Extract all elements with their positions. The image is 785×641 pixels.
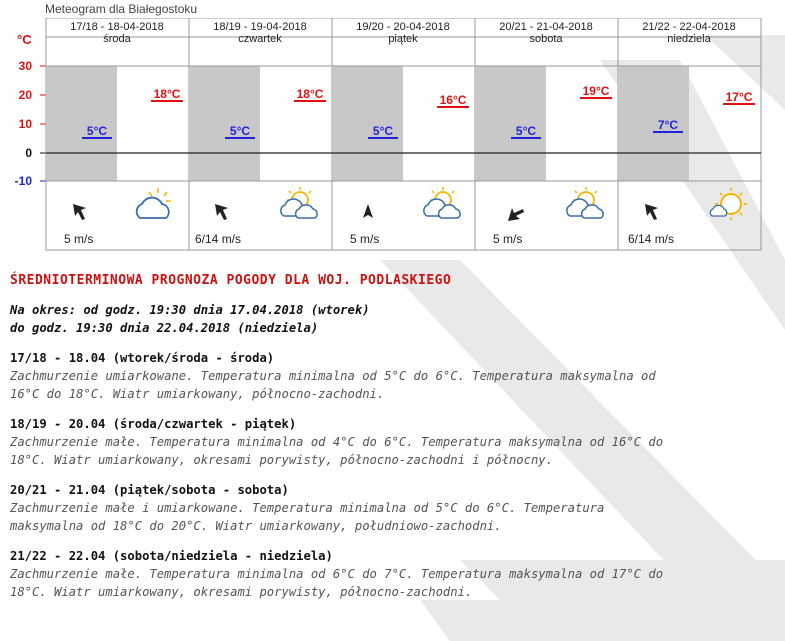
day-weekday: sobota bbox=[529, 33, 563, 45]
meteogram-chart bbox=[0, 18, 785, 254]
arrow-n-icon bbox=[363, 204, 373, 218]
forecast-heading: ŚREDNIOTERMINOWA PROGNOZA POGODY DLA WOJ. PODLASKIEGO bbox=[10, 273, 452, 288]
min-temp-label: 5°C bbox=[229, 124, 251, 138]
sun-icon bbox=[710, 188, 747, 220]
day-weekday: piątek bbox=[388, 33, 418, 45]
forecast-day-desc-line2: maksymalna od 18°C do 20°C. Wiatr umiarkowany, południowo-zachodni. bbox=[10, 519, 502, 533]
day-date: 20/21 - 21-04-2018 bbox=[499, 21, 593, 33]
forecast-day-title: 17/18 - 18.04 (wtorek/środa - środa) bbox=[10, 351, 275, 365]
forecast-day-1 bbox=[10, 349, 780, 403]
day-weekday: czwartek bbox=[238, 33, 282, 45]
forecast-day-desc-line1: Zachmurzenie małe i umiarkowane. Temperatura minimalna od 5°C do 6°C. Temperatura bbox=[10, 501, 605, 515]
day-weekday: niedziela bbox=[667, 33, 711, 45]
wind-speed: 5 m/s bbox=[350, 232, 380, 246]
period-end: do godz. 19:30 dnia 22.04.2018 (niedziela) bbox=[10, 321, 319, 335]
sun-cloud-icon bbox=[281, 187, 317, 218]
max-temp-label: 16°C bbox=[439, 93, 467, 107]
sun-cloud-icon bbox=[424, 187, 460, 218]
day-date: 19/20 - 20-04-2018 bbox=[356, 21, 450, 33]
min-temp-label: 5°C bbox=[86, 124, 108, 138]
unit-label: °C bbox=[17, 32, 32, 47]
forecast-period bbox=[10, 301, 780, 337]
partly-cloudy-icon bbox=[137, 188, 171, 218]
forecast-text bbox=[10, 272, 780, 601]
period-start: Na okres: od godz. 19:30 dnia 17.04.2018 (wtorek) bbox=[10, 303, 370, 317]
min-temp-label: 7°C bbox=[657, 118, 679, 132]
day-date: 17/18 - 18-04-2018 bbox=[70, 21, 164, 33]
forecast-day-desc-line1: Zachmurzenie małe. Temperatura minimalna od 6°C do 7°C. Temperatura maksymalna od 17°C do bbox=[10, 567, 664, 581]
arrow-nw-icon bbox=[215, 204, 228, 220]
min-temp-label: 5°C bbox=[515, 124, 537, 138]
forecast-day-title: 20/21 - 21.04 (piątek/sobota - sobota) bbox=[10, 483, 289, 497]
forecast-day-desc-line2: 18°C. Wiatr umiarkowany, okresami porywisty, północno-zachodni. bbox=[10, 585, 473, 599]
wind-speed: 6/14 m/s bbox=[195, 232, 242, 246]
wind-speed: 6/14 m/s bbox=[628, 232, 675, 246]
forecast-day-3 bbox=[10, 481, 780, 535]
forecast-day-title: 21/22 - 22.04 (sobota/niedziela - niedziela) bbox=[10, 549, 333, 563]
day-date: 21/22 - 22-04-2018 bbox=[642, 21, 736, 33]
arrow-sw-icon bbox=[508, 208, 524, 221]
wind-speed: 5 m/s bbox=[64, 232, 94, 246]
day-column-5 bbox=[618, 18, 761, 250]
forecast-day-2 bbox=[10, 415, 780, 469]
wind-speed: 5 m/s bbox=[493, 232, 523, 246]
arrow-nw-icon bbox=[73, 204, 86, 220]
forecast-day-title: 18/19 - 20.04 (środa/czwartek - piątek) bbox=[10, 417, 297, 431]
y-tick-30: 30 bbox=[18, 59, 32, 73]
day-weekday: środa bbox=[103, 33, 131, 45]
arrow-nw-icon bbox=[645, 204, 658, 220]
forecast-day-desc-line1: Zachmurzenie umiarkowane. Temperatura minimalna od 5°C do 6°C. Temperatura maksymalna od bbox=[10, 369, 656, 383]
y-tick-10: 10 bbox=[18, 117, 32, 131]
y-tick-0: 0 bbox=[25, 146, 32, 160]
min-temp-label: 5°C bbox=[372, 124, 394, 138]
forecast-day-desc-line1: Zachmurzenie małe. Temperatura minimalna od 4°C do 6°C. Temperatura maksymalna od 16°C do bbox=[10, 435, 664, 449]
forecast-day-desc-line2: 18°C. Wiatr umiarkowany, okresami porywisty, północno-zachodni i północny. bbox=[10, 453, 553, 467]
forecast-day-4 bbox=[10, 547, 780, 601]
max-temp-label: 17°C bbox=[725, 90, 753, 104]
sun-cloud-icon bbox=[567, 187, 603, 218]
meteogram-title: Meteogram dla Białegostoku bbox=[45, 2, 198, 16]
night-shade bbox=[618, 66, 689, 181]
max-temp-label: 18°C bbox=[153, 87, 181, 101]
forecast-day-desc-line2: 16°C do 18°C. Wiatr umiarkowany, północno-zachodni. bbox=[10, 387, 385, 401]
y-tick-20: 20 bbox=[18, 88, 32, 102]
max-temp-label: 18°C bbox=[296, 87, 324, 101]
day-date: 18/19 - 19-04-2018 bbox=[213, 21, 307, 33]
max-temp-label: 19°C bbox=[582, 84, 610, 98]
y-tick-minus10: -10 bbox=[14, 174, 32, 188]
